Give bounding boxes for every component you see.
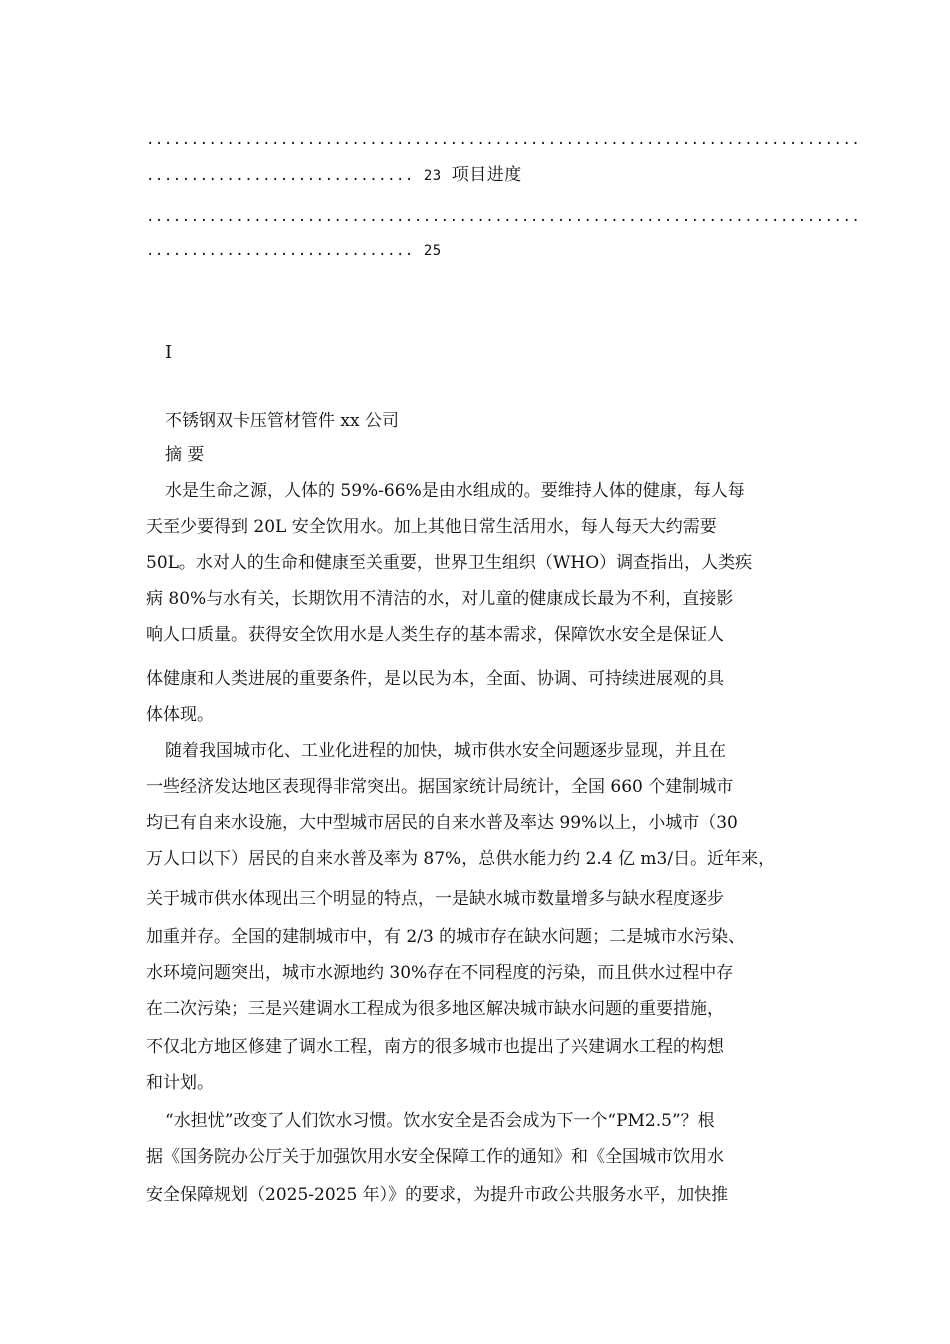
toc-entry[interactable] [146, 240, 442, 262]
body-line: 均已有自来水设施，大中型城市居民的自来水普及率达 99%以上，小城市（30 [146, 813, 738, 833]
body-line: 关于城市供水体现出三个明显的特点，一是缺水城市数量增多与缺水程度逐步 [146, 889, 724, 909]
body-line: 安全保障规划（2025-2025 年）》的要求，为提升市政公共服务水平，加快推 [146, 1185, 729, 1205]
toc-page-number: 23 [423, 168, 442, 184]
toc-leader: ................................................................................ [146, 209, 861, 225]
body-line: 水环境问题突出，城市水源地约 30%存在不同程度的污染，而且供水过程中存 [146, 963, 734, 983]
body-line: 体健康和人类进展的重要条件，是以民为本，全面、协调、可持续进展观的具 [146, 669, 724, 689]
toc-leader: .............................. [146, 243, 414, 259]
body-line: 不仅北方地区修建了调水工程，南方的很多城市也提出了兴建调水工程的构想 [146, 1037, 724, 1057]
toc-page-number: 25 [423, 243, 442, 259]
toc-leader-line [146, 206, 860, 228]
body-line: 病 80%与水有关，长期饮用不清洁的水，对儿童的健康成长最为不利，直接影 [146, 589, 734, 609]
body-line: 加重并存。全国的建制城市中，有 2/3 的城市存在缺水问题；二是城市水污染、 [146, 927, 746, 947]
body-line: 一些经济发达地区表现得非常突出。据国家统计局统计，全国 660 个建制城市 [146, 777, 734, 797]
toc-entry-title: 项目进度 [451, 165, 522, 185]
body-line: 万人口以下）居民的自来水普及率为 87%，总供水能力约 2.4 亿 m3/日。近年来， [146, 849, 776, 869]
body-line: 体体现。 [146, 705, 214, 725]
toc-leader-line [146, 129, 860, 151]
body-line: 据《国务院办公厅关于加强饮用水安全保障工作的通知》和《全国城市饮用水 [146, 1147, 724, 1167]
body-line: 天至少要得到 20L 安全饮用水。加上其他日常生活用水，每人每天大约需要 [146, 517, 717, 537]
body-line: 水是生命之源，人体的 59%-66%是由水组成的。要维持人体的健康，每人每 [165, 481, 745, 501]
toc-entry[interactable] [146, 164, 522, 187]
body-line: 随着我国城市化、工业化进程的加快，城市供水安全问题逐步显现，并且在 [165, 741, 726, 761]
body-line: 在二次污染；三是兴建调水工程成为很多地区解决城市缺水问题的重要措施， [146, 999, 724, 1019]
body-line: 响人口质量。获得安全饮用水是人类生存的基本需求，保障饮水安全是保证人 [146, 625, 724, 645]
body-line: 50L。水对人的生命和健康至关重要，世界卫生组织（WHO）调查指出，人类疾 [146, 553, 753, 573]
body-line: 和计划。 [146, 1073, 214, 1093]
abstract-heading: 摘 要 [165, 445, 205, 465]
body-line: “水担忧”改变了人们饮水习惯。饮水安全是否会成为下一个“PM2.5”？根 [165, 1111, 715, 1131]
document-title: 不锈钢双卡压管材管件 xx 公司 [165, 411, 399, 431]
toc-leader: ................................................................................ [146, 132, 861, 148]
page-roman-numeral: I [165, 342, 173, 363]
toc-leader: .............................. [146, 168, 414, 184]
